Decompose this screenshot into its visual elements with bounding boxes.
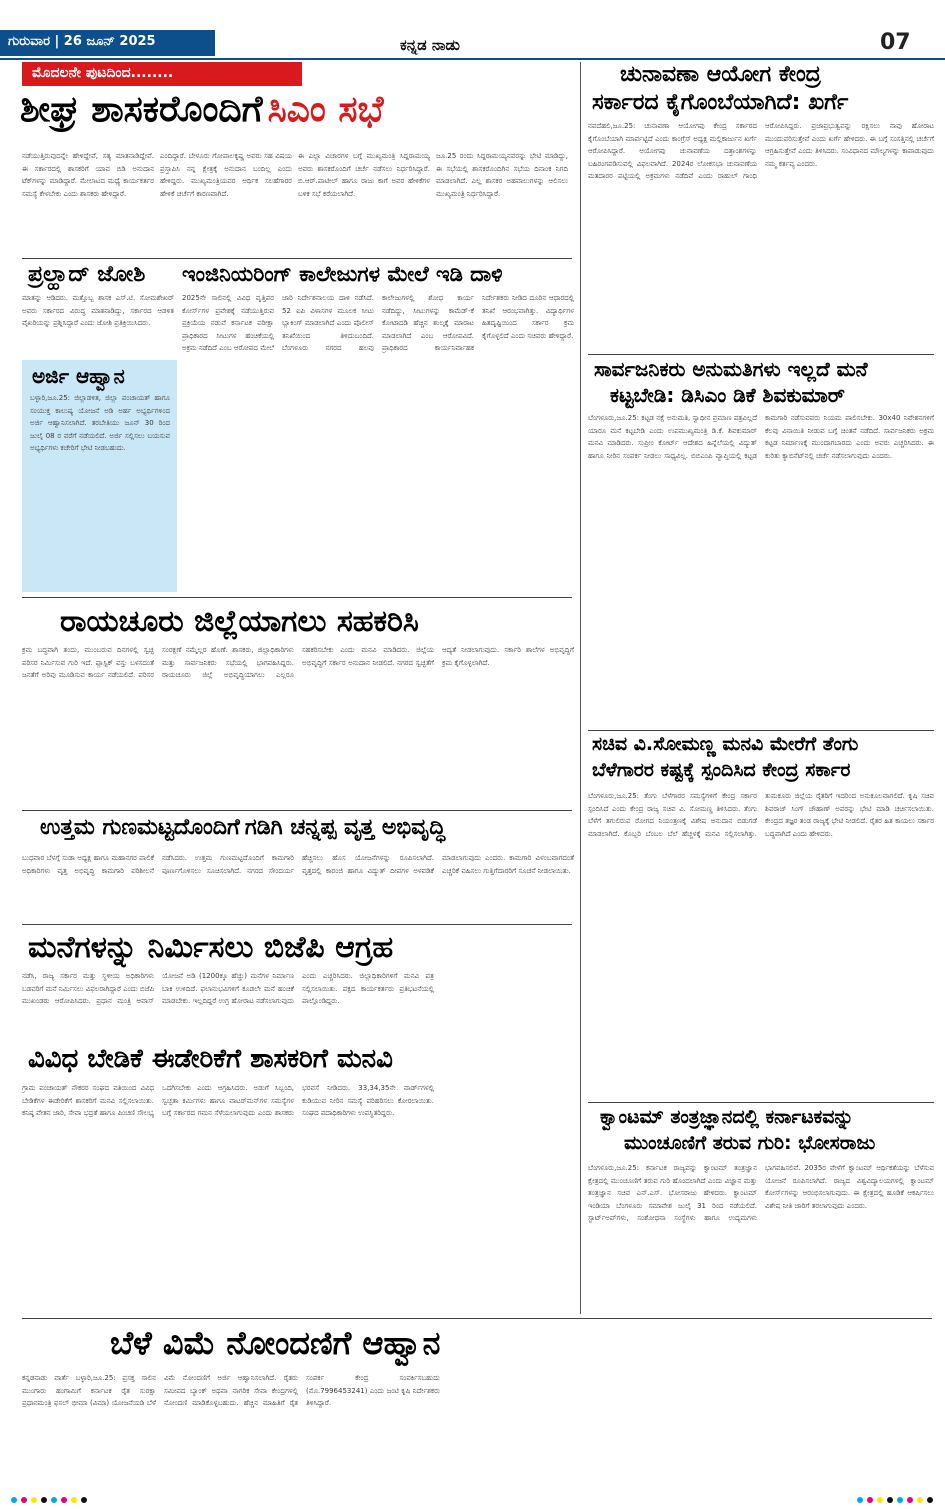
saarvajanikaru-headline-1: ಸಾರ್ವಜನಿಕರು ಅನುಮತಿಗಳು ಇಲ್ಲದೆ ಮನೆ <box>594 357 868 381</box>
masthead: ಕನ್ನಡ ನಾಡು <box>400 36 460 54</box>
saarvajanikaru-text: ಬೆಂಗಳೂರು,ಜೂ.25: ಕಟ್ಟಡ ನಕ್ಷೆ ಅನುಮತಿ, ಸ್ವಾಧೀನ ಪ್ರಮಾಣ ಪತ್ರವಿಲ್ಲದೆ ಯಾರೂ ಮನೆ ಕಟ್ಟಬೇಡಿ ಎಂದು ಉಪಮುಖ್ಯಮಂತ್ರಿ ಡಿ.ಕೆ. ಶಿವಕುಮಾರ್ ಮನವಿ ಮಾಡಿದರು. ಸುಪ್ರೀಂ ಕೋರ್ಟ್ ಆದೇಶದ ಹಿನ್ನೆಲೆಯಲ್ಲಿ ವಿದ್ಯುತ್ ಹಾಗೂ ನೀರಿನ ಸಂಪರ್ಕ ನೀಡಲು ಸಾಧ್ಯವಿಲ್ಲ. ಬಿಬಿಎಂಪಿ ವ್ಯಾಪ್ತಿಯಲ್ಲಿ ಕಟ್ಟಡ ಕಾಮಗಾರಿ ನಡೆಸುವವರು ನಿಯಮ ಪಾಲಿಸಬೇಕು. 30x40 ನಿವೇಶನಗಳಿಗೆ ಕೆಲವು ವಿನಾಯಿತಿ ನೀಡುವ ಬಗ್ಗೆ ಚಿಂತನೆ ನಡೆದಿದೆ. ಸಾರ್ವಜನಿಕರು ಅಕ್ರಮ ಕಟ್ಟಡ ನಿರ್ಮಾಣಕ್ಕೆ ಮುಂದಾಗಬಾರದು ಎಂದು ಅವರು ಎಚ್ಚರಿಸಿದರು. ಈ ಕುರಿತು ಕ್ಯಾಬಿನೆಟ್‌ನಲ್ಲಿ ಚರ್ಚೆ ನಡೆಸಲಾಗುವುದು ಎಂದರು. <box>588 414 934 460</box>
registration-dots-icon <box>800 1495 940 1505</box>
gadigi-headline <box>40 815 580 847</box>
column-divider <box>580 62 581 1314</box>
pralhad-text: ಮಾತನ್ನು ಆಡಿದರು. ಮತ್ತೊಬ್ಬ ಶಾಸಕ ಎಸ್.ಟಿ. ಸೋಮಶೇಖರ್ ಅವರು ಸರ್ಕಾರದ ವಿರುದ್ಧ ಮಾತನಾಡಿದ್ದು, ಸರ್ಕಾರದ ಆಡಳಿತ ವೈಖರಿಯನ್ನು ಪ್ರಶ್ನಿಸಿದ್ದಾರೆ ಎಂದು ಜೋಶಿ ಪ್ರತಿಕ್ರಿಯಿಸಿದರು. <box>22 294 174 327</box>
lead-headline <box>20 89 585 152</box>
bjp-headline: ಮನೆಗಳನ್ನು ನಿರ್ಮಿಸಲು ಬಿಜೆಪಿ ಆಗ್ರಹ <box>28 930 394 965</box>
raichur-text: ಕ್ರಮ ಬದ್ಧವಾಗಿ ತಂದು, ಮುಂಬರುವ ದಿನಗಳಲ್ಲಿ ಸ್ವಚ್ಛ ಪರಿಸರ ನಿರ್ಮಿಸುವ ಗುರಿ ಇದೆ. ಪ್ಲಾಸ್ಟಿಕ್ ವಸ್ತು ಬಳಸದಂತೆ ಜನತೆಗೆ ಅರಿವು ಮೂಡಿಸುವ ಕಾರ್ಯ ನಡೆಯಲಿದೆ. ಪರಿಸರ ಸಂರಕ್ಷಣೆ ನಮ್ಮೆಲ್ಲರ ಹೊಣೆ. ಶಾಸಕರು, ಜಿಲ್ಲಾಧಿಕಾರಿಗಳು ಮತ್ತು ಸಾರ್ವಜನಿಕರು ಸಭೆಯಲ್ಲಿ ಭಾಗವಹಿಸಿದ್ದರು. ರಾಯಚೂರು ಜಿಲ್ಲೆ ಅಭಿವೃದ್ಧಿಯಾಗಲು ಎಲ್ಲರೂ ಸಹಕರಿಸಬೇಕು ಎಂದು ಮನವಿ ಮಾಡಿದರು. ಜಿಲ್ಲೆಯ ಅಭಿವೃದ್ಧಿಗೆ ಸರ್ಕಾರ ಅನುದಾನ ನೀಡಲಿದೆ. ನಗರದ ಸ್ವಚ್ಛತೆಗೆ ಆದ್ಯತೆ ನೀಡಲಾಗುವುದು. ಸರ್ಕಾರಿ ಶಾಲೆಗಳ ಅಭಿವೃದ್ಧಿಗೆ ಕ್ರಮ ಕೈಗೊಳ್ಳಲಾಗಿದೆ. <box>22 646 574 679</box>
arji-headline: ಅರ್ಜಿ ಆಹ್ವಾನ <box>32 364 125 388</box>
lead-col-3: ಈ ಎಲ್ಲಾ ವಿಚಾರಗಳ ಬಗ್ಗೆ ಮುಖ್ಯಮಂತ್ರಿ ಸಿದ್ದರಾಮಯ್ಯ ಅವರು ಶಾಸಕರೊಂದಿಗೆ ಚರ್ಚೆ ನಡೆಸಲು ನಿರ್ಧರಿಸಿದ್ದಾರೆ. ಬಿ.ಆರ್.ಪಾಟೀಲ್ ಹಾಗೂ ರಾಜು ಕಾಗೆ ಅವರ ಹೇಳಿಕೆಗಳ ಬಳಿಕ ಸಭೆ ಕರೆಯಲಾಗಿದೆ. <box>298 152 430 198</box>
lead-col-1: ನಡೆಯುತ್ತಿರುವುದನ್ನೇ ಹೇಳಿದ್ದೇವೆ, ಸತ್ಯ ಮಾತನಾಡಿದ್ದೇವೆ. ಈ ಸರ್ಕಾರದಲ್ಲಿ ಶಾಸಕರಿಗೆ ಯಾವ ಬಿಡಿ ಅನುದಾನ ಟೆಕ್‌ಗಳನ್ನು ಮಾಡಿದ್ದಾರೆ. ಮೇಲಾಟದ ಮಧ್ಯೆ ಕಾರ್ಯಕರ್ತರ ಸಮಸ್ಯೆ ಕೇಳಬೇಕು ಎಂದು ಶಾಸಕರು ಹೇಳಿದ್ದಾರೆ. <box>22 152 154 198</box>
engineering-headline: ಇಂಜಿನಿಯರಿಂಗ್ ಕಾಲೇಜುಗಳ ಮೇಲೆ ಇಡಿ ದಾಳಿ <box>182 262 503 286</box>
arji-box <box>22 360 177 592</box>
divider <box>588 354 934 355</box>
quantum-headline-2: ಮುಂಚೂಣಿಗೆ ತರುವ ಗುರಿ: ಭೋಸರಾಜು <box>624 1132 876 1154</box>
gadigi-text: ಬುಧವಾರ ಬೆಳಗ್ಗೆ ಸುಡಾ ಅಧ್ಯಕ್ಷ ಹಾಗೂ ಮಹಾನಗರ ಪಾಲಿಕೆ ಅಧಿಕಾರಿಗಳು ವೃತ್ತ ಅಭಿವೃದ್ಧಿ ಕಾಮಗಾರಿ ಪರಿಶೀಲನೆ ನಡೆಸಿದರು. ಉತ್ತಮ ಗುಣಮಟ್ಟದೊಂದಿಗೆ ಕಾಮಗಾರಿ ಪೂರ್ಣಗೊಳಿಸಲು ಸೂಚಿಸಲಾಗಿದೆ. ನಗರದ ಸೌಂದರ್ಯ ಹೆಚ್ಚಿಸಲು ಹೊಸ ಯೋಜನೆಗಳನ್ನು ರೂಪಿಸಲಾಗಿದೆ. ವೃತ್ತದಲ್ಲಿ ಕಾರಂಜಿ ಹಾಗೂ ವಿದ್ಯುತ್ ದೀಪಗಳ ಅಳವಡಿಕೆ ಮಾಡಲಾಗುವುದು ಎಂದರು. ಕಾಮಗಾರಿ ವಿಳಂಬವಾಗದಂತೆ ಎಚ್ಚರಿಕೆ ವಹಿಸಲು ಗುತ್ತಿಗೆದಾರರಿಗೆ ಸೂಚನೆ ನೀಡಲಾಯಿತು. <box>22 854 574 875</box>
somanna-headline-2: ಬೆಳೆಗಾರರ ಕಷ್ಟಕ್ಕೆ ಸ್ಪಂದಿಸಿದ ಕೇಂದ್ರ ಸರ್ಕಾರ <box>592 759 851 781</box>
divider <box>22 597 572 598</box>
saarvajanikaru-headline-2: ಕಟ್ಟಬೇಡಿ: ಡಿಸಿಎಂ ಡಿಕೆ ಶಿವಕುಮಾರ್ <box>610 383 845 407</box>
engineering-text: 2025ನೇ ಸಾಲಿನಲ್ಲಿ ವಿವಿಧ ವೃತ್ತಿಪರ ಕೋರ್ಸ್‌ಗಳ ಪ್ರವೇಶಕ್ಕೆ ನಡೆಯುತ್ತಿರುವ ಪ್ರಕ್ರಿಯೆಯ ನಡುವೆ ಕರ್ನಾಟಕ ಪರೀಕ್ಷಾ ಪ್ರಾಧಿಕಾರದ ಸೀಟುಗಳ ಹಂಚಿಕೆಯಲ್ಲಿ ಅಕ್ರಮ ನಡೆದಿದೆ ಎಂಬ ಆರೋಪದ ಮೇಲೆ ಜಾರಿ ನಿರ್ದೇಶನಾಲಯ ದಾಳಿ ನಡೆಸಿದೆ. 52 ಐಪಿ ವಿಳಾಸಗಳ ಮೂಲಕ ಸೀಟು ಬ್ಲಾಕಿಂಗ್ ಮಾಡಲಾಗಿದೆ ಎಂದು ಪೊಲೀಸ್ ತನಿಖೆಯಿಂದ ತಿಳಿದುಬಂದಿದೆ. ಬೆಂಗಳೂರು ನಗರದ ಹಲವು ಕಾಲೇಜುಗಳಲ್ಲಿ ಶೋಧ ಕಾರ್ಯ ನಡೆದಿದ್ದು, ಸೀಟುಗಳನ್ನು ಕಾಮೆಡ್‌-ಕೆ ಕೋಟಾದಡಿ ಹೆಚ್ಚಿನ ಶುಲ್ಕಕ್ಕೆ ಮಾರಾಟ ಮಾಡಲಾಗಿದೆ ಎಂಬ ಆರೋಪವಿದೆ. ಪ್ರಾಧಿಕಾರದ ಕಾರ್ಯನಿರ್ವಾಹಕ ನಿರ್ದೇಶಕರು ನೀಡಿದ ದೂರಿನ ಆಧಾರದಲ್ಲಿ ತನಿಖೆ ಆರಂಭವಾಗಿತ್ತು. ವಿದ್ಯಾರ್ಥಿಗಳ ಹಿತದೃಷ್ಟಿಯಿಂದ ಸರ್ಕಾರ ಕ್ರಮ ಕೈಗೊಳ್ಳಲಿದೆ ಎಂದು ಸಚಿವರು ಹೇಳಿದ್ದಾರೆ. <box>182 294 574 352</box>
date-band: ಗುರುವಾರ | 26 ಜೂನ್ 2025 <box>0 30 215 56</box>
somanna-text: ಬೆಂಗಳೂರು,ಜೂ.25: ತೆಂಗು ಬೆಳೆಗಾರರ ಸಮಸ್ಯೆಗಳಿಗೆ ಕೇಂದ್ರ ಸರ್ಕಾರ ಸ್ಪಂದಿಸಿದೆ ಎಂದು ಕೇಂದ್ರ ರಾಜ್ಯ ಸಚಿವ ವಿ. ಸೋಮಣ್ಣ ತಿಳಿಸಿದರು. ತೆಂಗು ಬೆಳೆಗೆ ತಗುಲಿರುವ ರೋಗದ ನಿಯಂತ್ರಣಕ್ಕೆ ವಿಶೇಷ ಅನುದಾನ ಬಿಡುಗಡೆ ಮಾಡಲಾಗಿದೆ. ಕೊಬ್ಬರಿ ಬೆಂಬಲ ಬೆಲೆ ಹೆಚ್ಚಳಕ್ಕೆ ಮನವಿ ಸಲ್ಲಿಸಲಾಗಿತ್ತು. ತುಮಕೂರು ಜಿಲ್ಲೆಯ ರೈತರಿಗೆ ಇದರಿಂದ ಅನುಕೂಲವಾಗಲಿದೆ. ಕೃಷಿ ಸಚಿವ ಶಿವರಾಜ್ ಸಿಂಗ್ ಚೌಹಾಣ್ ಅವರನ್ನು ಭೇಟಿ ಮಾಡಿ ಚರ್ಚಿಸಲಾಯಿತು. ಕೇಂದ್ರದ ತಜ್ಞರ ತಂಡ ರಾಜ್ಯಕ್ಕೆ ಭೇಟಿ ನೀಡಲಿದೆ. ರೈತರ ಹಿತ ಕಾಯಲು ಸರ್ಕಾರ ಬದ್ಧವಾಗಿದೆ ಎಂದು ಹೇಳಿದರು. <box>588 792 934 838</box>
lead-headline-black: ಶೀಘ್ರ ಶಾಸಕರೊಂದಿಗೆ <box>20 89 263 130</box>
lead-col-4: ಜೂ.25 ರಂದು ಸಿದ್ದರಾಮಯ್ಯನವರನ್ನು ಭೇಟಿ ಮಾಡಿದ್ದು, ಈ ಸಭೆಯಲ್ಲಿ ಶಾಸಕರೊಂದಿಗಿನ ಸಭೆಯ ದಿನಾಂಕ ನಿಗದಿ ಮಾಡಲಾಗಿದೆ. ಎಲ್ಲ ಶಾಸಕರ ಅಹವಾಲುಗಳನ್ನು ಆಲಿಸಲು ಮುಖ್ಯಮಂತ್ರಿ ನಿರ್ಧರಿಸಿದ್ದಾರೆ. <box>436 152 568 198</box>
color-registration-bar <box>800 1490 940 1500</box>
divider <box>588 1102 934 1103</box>
gadigi-headline-black: ಉತ್ತಮ ಗುಣಮಟ್ಟದೊಂದಿಗೆ <box>40 815 240 840</box>
divider <box>22 924 572 925</box>
pralhad-headline: ಪ್ರಲ್ಹಾದ್ ಜೋಶಿ <box>28 262 146 287</box>
kicker-label: ಮೊದಲನೇ ಪುಟದಿಂದ........ <box>22 62 302 86</box>
gadigi-headline-red: ಗಡಿಗಿ ಚನ್ನಪ್ಪ ವೃತ್ತ ಅಭಿವೃದ್ಧಿ <box>244 815 446 840</box>
color-registration-bar <box>8 1490 148 1500</box>
divider <box>22 810 572 811</box>
lead-headline-red: ಸಿಎಂ ಸಭೆ <box>267 89 384 130</box>
bjp-text: ನಡೆಸಿ, ರಾಜ್ಯ ಸರ್ಕಾರ ಮತ್ತು ಸ್ಥಳೀಯ ಅಧಿಕಾರಿಗಳು ಬಡವರಿಗೆ ಮನೆ ನಿರ್ಮಿಸಲು ವಿಫಲರಾಗಿದ್ದಾರೆ ಎಂದು ಬಿಜೆಪಿ ಮುಖಂಡರು ಆರೋಪಿಸಿದರು. ಪ್ರಧಾನ ಮಂತ್ರಿ ಆವಾಸ್ ಯೋಜನೆ ಅಡಿ (1200ಕ್ಕೂ ಹೆಚ್ಚು) ಮನೆಗಳ ನಿರ್ಮಾಣ ಬಾಕಿ ಉಳಿದಿದೆ. ಫಲಾನುಭವಿಗಳಿಗೆ ಕೂಡಲೇ ಮನೆ ಹಂಚಿಕೆ ಮಾಡಬೇಕು. ಇಲ್ಲದಿದ್ದರೆ ಉಗ್ರ ಹೋರಾಟ ನಡೆಸಲಾಗುವುದು ಎಂದು ಎಚ್ಚರಿಸಿದರು. ಜಿಲ್ಲಾಧಿಕಾರಿಗಳಿಗೆ ಮನವಿ ಪತ್ರ ಸಲ್ಲಿಸಲಾಯಿತು. ಪಕ್ಷದ ಕಾರ್ಯಕರ್ತರು ಪ್ರತಿಭಟನೆಯಲ್ಲಿ ಪಾಲ್ಗೊಂಡಿದ್ದರು. <box>22 972 434 1005</box>
election-headline-2: ಸರ್ಕಾರದ ಕೈಗೊಂಬೆಯಾಗಿದೆ: ಖರ್ಗೆ <box>592 90 849 115</box>
divider <box>22 1318 932 1319</box>
bele-text: ಕನ್ನಡನಾಡು ವಾರ್ತೆ ಬಳ್ಳಾರಿ,ಜೂ.25: ಪ್ರಸಕ್ತ ಸಾಲಿನ ಮುಂಗಾರು ಹಂಗಾಮಿಗೆ ಕರ್ನಾಟಕ ರೈತ ಸುರಕ್ಷಾ ಪ್ರಧಾನಮಂತ್ರಿ ಫಸಲ್ ಭೀಮಾ (ವಿಮಾ) ಯೋಜನೆಯಡಿ ಬೆಳೆ ವಿಮೆ ನೋಂದಣಿಗೆ ಅರ್ಜಿ ಆಹ್ವಾನಿಸಲಾಗಿದೆ. ರೈತರು ಸಮೀಪದ ಬ್ಯಾಂಕ್ ಅಥವಾ ನಾಗರಿಕ ಸೇವಾ ಕೇಂದ್ರಗಳಲ್ಲಿ ನೋಂದಣಿ ಮಾಡಿಕೊಳ್ಳಬಹುದು. ಹೆಚ್ಚಿನ ಮಾಹಿತಿಗೆ ರೈತ ಸಂಪರ್ಕ ಕೇಂದ್ರ ಸಂಪರ್ಕಿಸಬಹುದು (ಮೊ.7996453241) ಎಂದು ಜಂಟಿ ಕೃಷಿ ನಿರ್ದೇಶಕರು ತಿಳಿಸಿದ್ದಾರೆ. <box>22 1374 440 1407</box>
arji-text: ಬಳ್ಳಾರಿ,ಜೂ.25: ಜಿಲ್ಲಾಡಳಿತ, ಜಿಲ್ಲಾ ಪಂಚಾಯತ್ ಹಾಗೂ ಸಂಯುಕ್ತ ಕಾಲುಷ್ಯ ಯೋಜನೆ ಅಡಿ ಅರ್ಹ ಅಭ್ಯರ್ಥಿಗಳಿಂದ ಅರ್ಜಿ ಆಹ್ವಾನಿಸಲಾಗಿದೆ. ತರಬೇತಿಯು ಜೂನ್ 30 ರಿಂದ ಜುಲೈ 08 ರ ವರೆಗೆ ನಡೆಯಲಿದೆ. ಅರ್ಜಿ ಸಲ್ಲಿಸಲು ಬಯಸುವ ಅಭ್ಯರ್ಥಿಗಳು ಕಚೇರಿಗೆ ಭೇಟಿ ನೀಡಬಹುದು. <box>30 394 170 452</box>
lead-col-2: ಎಂದಿದ್ದಾರೆ. ಬೇಳೂರು ಗೋಪಾಲಕೃಷ್ಣ ಅವರು ಸಹ ವಿಷಯ ಪ್ರಸ್ತಾಪಿಸಿ ನನ್ನ ಕ್ಷೇತ್ರಕ್ಕೆ ಅನುದಾನ ಬಂದಿಲ್ಲ ಎಂದು ಹೇಳಿದ್ದರು. ಮುಖ್ಯಮಂತ್ರಿಯವರ ಆರ್ಥಿಕ ಸಲಹೆಗಾರರ ಹೇಳಿಕೆ ಚರ್ಚೆಗೆ ಕಾರಣವಾಗಿದೆ. <box>160 152 292 198</box>
election-headline-1: ಚುನಾವಣಾ ಆಯೋಗ ಕೇಂದ್ರ <box>620 62 821 87</box>
bele-headline: ಬೆಳೆ ವಿಮೆ ನೋಂದಣಿಗೆ ಆಹ್ವಾನ <box>110 1324 441 1362</box>
somanna-headline-1: ಸಚಿವ ವಿ.ಸೋಮಣ್ಣ ಮನವಿ ಮೇರೆಗೆ ತೆಂಗು <box>592 733 859 755</box>
divider <box>588 730 934 731</box>
vividha-text: ಗ್ರಾಮ ಪಂಚಾಯತ್ ನೌಕರರ ಸಂಘದ ವತಿಯಿಂದ ವಿವಿಧ ಬೇಡಿಕೆಗಳ ಈಡೇರಿಕೆಗೆ ಶಾಸಕರಿಗೆ ಮನವಿ ಸಲ್ಲಿಸಲಾಯಿತು. ಕನಿಷ್ಠ ವೇತನ ಜಾರಿ, ಸೇವಾ ಭದ್ರತೆ ಹಾಗೂ ಪಿಂಚಣಿ ಸೌಲಭ್ಯ ಒದಗಿಸಬೇಕು ಎಂದು ಆಗ್ರಹಿಸಿದರು. ಅಡುಗೆ ಸಿಬ್ಬಂದಿ, ಸ್ವಚ್ಛತಾ ಕರ್ಮಿಗಳು ಹಾಗೂ ವಾಟರ್‌ಮನ್‌ಗಳ ಸಮಸ್ಯೆಗಳ ಬಗ್ಗೆ ಸರ್ಕಾರದ ಗಮನ ಸೆಳೆಯಲಾಗುವುದು ಎಂದು ಶಾಸಕರು ಭರವಸೆ ನೀಡಿದರು. 33,34,35ನೇ ವಾರ್ಡ್‌ಗಳಲ್ಲಿ ಕುಡಿಯುವ ನೀರಿನ ಸಮಸ್ಯೆ ಪರಿಹರಿಸಲು ಕೋರಲಾಯಿತು. ಸಂಘದ ಪದಾಧಿಕಾರಿಗಳು ಉಪಸ್ಥಿತರಿದ್ದರು. <box>22 1084 434 1117</box>
header-rule <box>0 58 945 60</box>
divider <box>22 258 572 259</box>
page-number: 07 <box>880 30 911 55</box>
quantum-text: ಬೆಂಗಳೂರು,ಜೂ.25: ಕರ್ನಾಟಕ ರಾಜ್ಯವನ್ನು ಕ್ವಾಂಟಮ್ ತಂತ್ರಜ್ಞಾನ ಕ್ಷೇತ್ರದಲ್ಲಿ ಮುಂಚೂಣಿಗೆ ತರುವ ಗುರಿ ಹೊಂದಲಾಗಿದೆ ಎಂದು ವಿಜ್ಞಾನ ಮತ್ತು ತಂತ್ರಜ್ಞಾನ ಸಚಿವ ಎನ್.ಎಸ್. ಭೋಸರಾಜು ಹೇಳಿದರು. ಕ್ವಾಂಟಮ್ ಇಂಡಿಯಾ ಬೆಂಗಳೂರು ಸಮಾವೇಶ ಜುಲೈ 31 ರಿಂದ ನಡೆಯಲಿದೆ. ಸ್ಟಾರ್ಟ್‌ಅಪ್‌ಗಳು, ಸಂಶೋಧನಾ ಸಂಸ್ಥೆಗಳು ಹಾಗೂ ಉದ್ಯಮಗಳು ಭಾಗವಹಿಸಲಿವೆ. 2035ರ ವೇಳೆಗೆ ಕ್ವಾಂಟಮ್ ಆರ್ಥಿಕತೆಯನ್ನು ಬೆಳೆಸುವ ಯೋಜನೆ ರೂಪಿಸಲಾಗಿದೆ. ರಾಜ್ಯದ ವಿಶ್ವವಿದ್ಯಾಲಯಗಳಲ್ಲಿ ಕ್ವಾಂಟಮ್ ಕೋರ್ಸ್‌ಗಳನ್ನು ಆರಂಭಿಸಲಾಗುವುದು. ಈ ಕ್ಷೇತ್ರದಲ್ಲಿ ಹೂಡಿಕೆ ಆಕರ್ಷಿಸಲು ವಿಶೇಷ ನೀತಿ ಜಾರಿಗೆ ತರಲಾಗುವುದು ಎಂದರು. <box>588 1164 934 1222</box>
vividha-headline: ವಿವಿಧ ಬೇಡಿಕೆ ಈಡೇರಿಕೆಗೆ ಶಾಸಕರಿಗೆ ಮನವಿ <box>28 1044 393 1074</box>
page-header <box>0 0 945 62</box>
election-text: ನವದೆಹಲಿ,ಜೂ.25: ಚುನಾವಣಾ ಆಯೋಗವು ಕೇಂದ್ರ ಸರ್ಕಾರದ ಕೈಗೊಂಬೆಯಾಗಿ ಮಾರ್ಪಟ್ಟಿದೆ ಎಂದು ಕಾಂಗ್ರೆಸ್ ಅಧ್ಯಕ್ಷ ಮಲ್ಲಿಕಾರ್ಜುನ ಖರ್ಗೆ ಆರೋಪಿಸಿದ್ದಾರೆ. ಆಯೋಗವು ಚುನಾವಣೆಯ ದತ್ತಾಂಶಗಳನ್ನು ಬಹಿರಂಗಪಡಿಸುವಲ್ಲಿ ವಿಫಲವಾಗಿದೆ. 2024ರ ಲೋಕಸಭಾ ಚುನಾವಣೆಯ ಮತದಾರರ ಪಟ್ಟಿಯಲ್ಲಿ ಅಕ್ರಮಗಳು ನಡೆದಿವೆ ಎಂದು ರಾಹುಲ್ ಗಾಂಧಿ ಆರೋಪಿಸಿದ್ದರು. ಪ್ರಜಾಪ್ರಭುತ್ವವನ್ನು ರಕ್ಷಿಸಲು ನಾವು ಹೋರಾಟ ಮುಂದುವರಿಸುತ್ತೇವೆ ಎಂದು ಖರ್ಗೆ ಹೇಳಿದರು. ಈ ಬಗ್ಗೆ ಸಂಸತ್ತಿನಲ್ಲಿ ಚರ್ಚೆಗೆ ಆಗ್ರಹಿಸುತ್ತೇವೆ ಎಂದು ತಿಳಿಸಿದರು. ಸಂವಿಧಾನದ ಮೌಲ್ಯಗಳನ್ನು ಕಾಪಾಡುವುದು ನಮ್ಮ ಕರ್ತವ್ಯ ಎಂದರು. <box>588 122 934 180</box>
raichur-headline: ರಾಯಚೂರು ಜಿಲ್ಲೆಯಾಗಲು ಸಹಕರಿಸಿ <box>60 604 419 639</box>
quantum-headline-1: ಕ್ವಾಂಟಮ್ ತಂತ್ರಜ್ಞಾನದಲ್ಲಿ ಕರ್ನಾಟಕವನ್ನು <box>600 1106 854 1128</box>
registration-dots-icon <box>8 1495 148 1505</box>
